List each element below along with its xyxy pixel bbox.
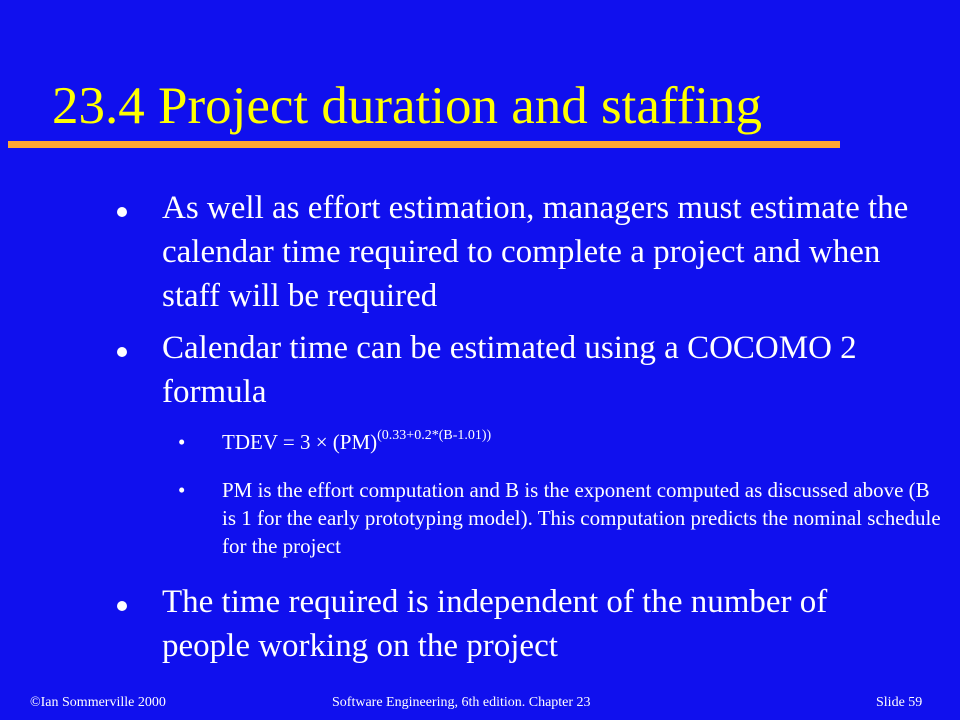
bullet-time-independent: The time required is independent of the number of people working on the project — [162, 584, 828, 664]
footer-book: Software Engineering, 6th edition. Chapter 23 — [332, 695, 591, 710]
title-underline — [8, 141, 840, 148]
footer-author: ©Ian Sommerville 2000 — [30, 695, 166, 710]
bullet-marker-2 — [117, 347, 127, 357]
slide-title: 23.4 Project duration and staffing — [52, 77, 762, 135]
bullet-marker-3 — [117, 601, 127, 611]
sub-bullet-formula — [222, 428, 942, 460]
bullet-effort-estimation: As well as effort estimation, managers must estimate the calendar time required to complete a project and when staff will be required — [162, 190, 909, 314]
sub-bullet-marker-1: • — [178, 430, 186, 454]
formula-exponent: (0.33+0.2*(B-1.01)) — [377, 428, 492, 443]
sub-bullet-explanation: PM is the effort computation and B is the exponent computed as discussed above (B is 1 for the early prototyping model). This computation predicts the nominal schedule for the project — [222, 478, 941, 558]
bullet-calendar-time: Calendar time can be estimated using a COCOMO 2 formula — [162, 330, 857, 410]
footer-slide-number: Slide 59 — [876, 695, 923, 710]
sub-bullet-marker-2: • — [178, 478, 186, 502]
bullet-marker-1 — [117, 207, 127, 217]
formula-base: TDEV = 3 × (PM) — [222, 430, 378, 454]
